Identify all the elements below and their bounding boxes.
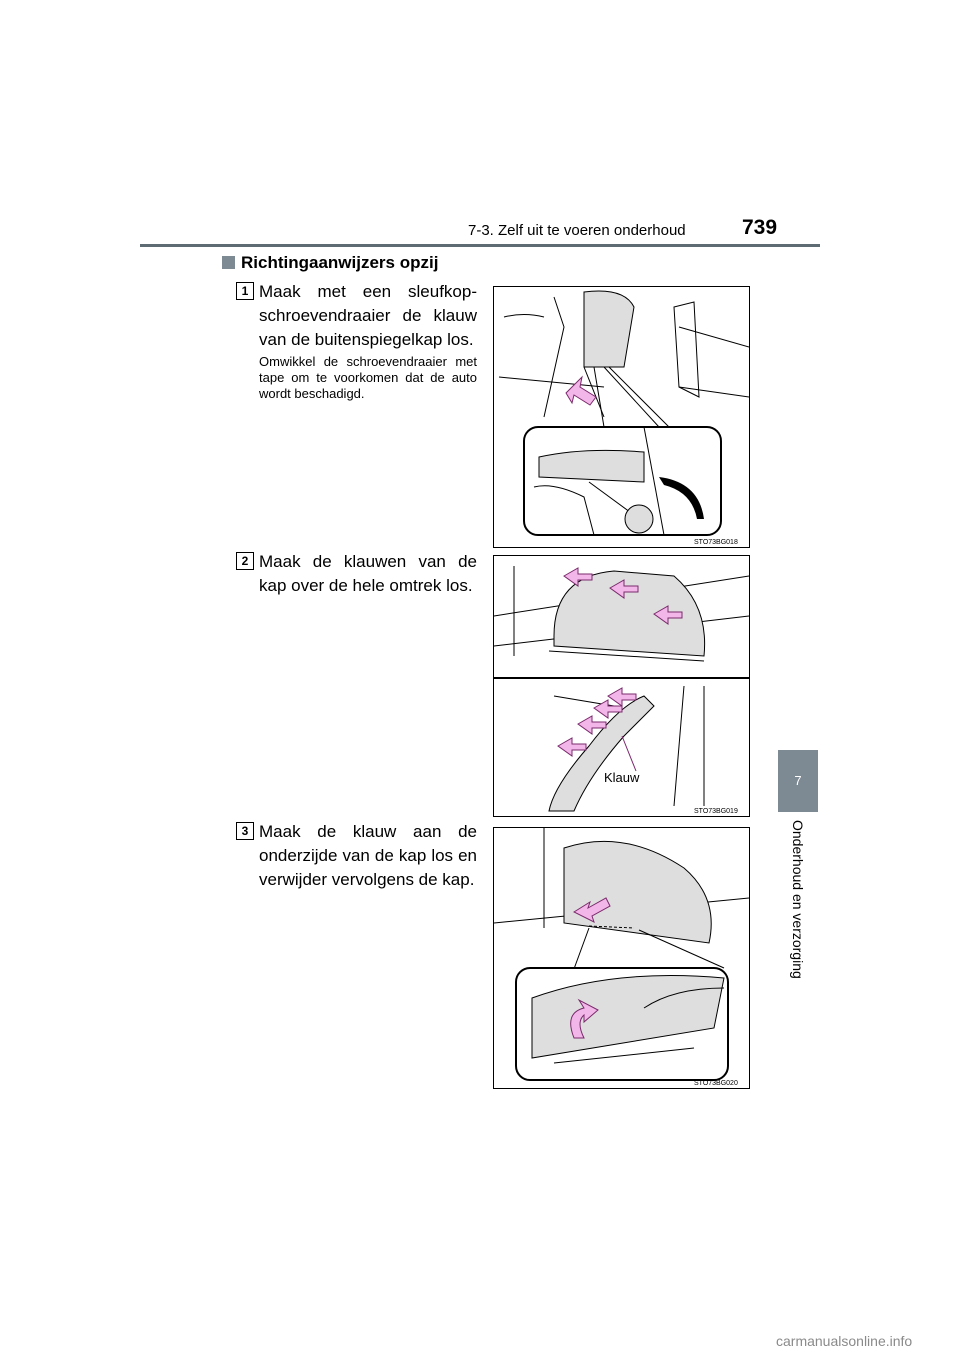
section-title-text: Richtingaanwijzers opzij xyxy=(241,253,439,272)
figure-2-callout: Klauw xyxy=(604,770,640,785)
figure-1 xyxy=(493,286,750,548)
step-number-3: 3 xyxy=(236,822,254,840)
section-title xyxy=(222,253,438,273)
header-section-title: 7-3. Zelf uit te voeren onderhoud xyxy=(468,222,686,239)
figure-1-arrow-icon xyxy=(566,377,596,405)
footer-watermark: carmanualsonline.info xyxy=(776,1333,913,1349)
figure-3 xyxy=(493,827,750,1089)
figure-1-illustration xyxy=(494,287,749,547)
figure-3-code: STO73BG020 xyxy=(694,1080,738,1087)
section-bullet-icon xyxy=(222,256,235,269)
figure-1-code: STO73BG018 xyxy=(694,539,738,546)
figure-2-illustration xyxy=(494,556,749,816)
chapter-label-container xyxy=(788,820,808,1000)
figure-3-illustration xyxy=(494,828,749,1088)
step-text-3: Maak de klauw aan de onderzijde van de kap los en verwijder vervolgens de kap. xyxy=(259,822,477,889)
page-number: 739 xyxy=(742,216,778,239)
step-number-2: 2 xyxy=(236,552,254,570)
chapter-tab: 7 xyxy=(778,750,818,812)
step-text-2: Maak de klauwen van de kap over de hele omtrek los. xyxy=(259,552,477,595)
figure-2-code: STO73BG019 xyxy=(694,808,738,815)
header-rule xyxy=(140,244,820,247)
chapter-label: Onderhoud en verzorging xyxy=(790,820,806,979)
step-number-1: 1 xyxy=(236,282,254,300)
step-text-1: Maak met een sleufkop-schroevendraaier de klauw van de buitenspiegelkap los. xyxy=(259,282,477,349)
step-note-1: Omwikkel de schroevendraaier met tape om te voorkomen dat de auto wordt beschadigd. xyxy=(259,354,477,401)
figure-2 xyxy=(493,555,750,817)
